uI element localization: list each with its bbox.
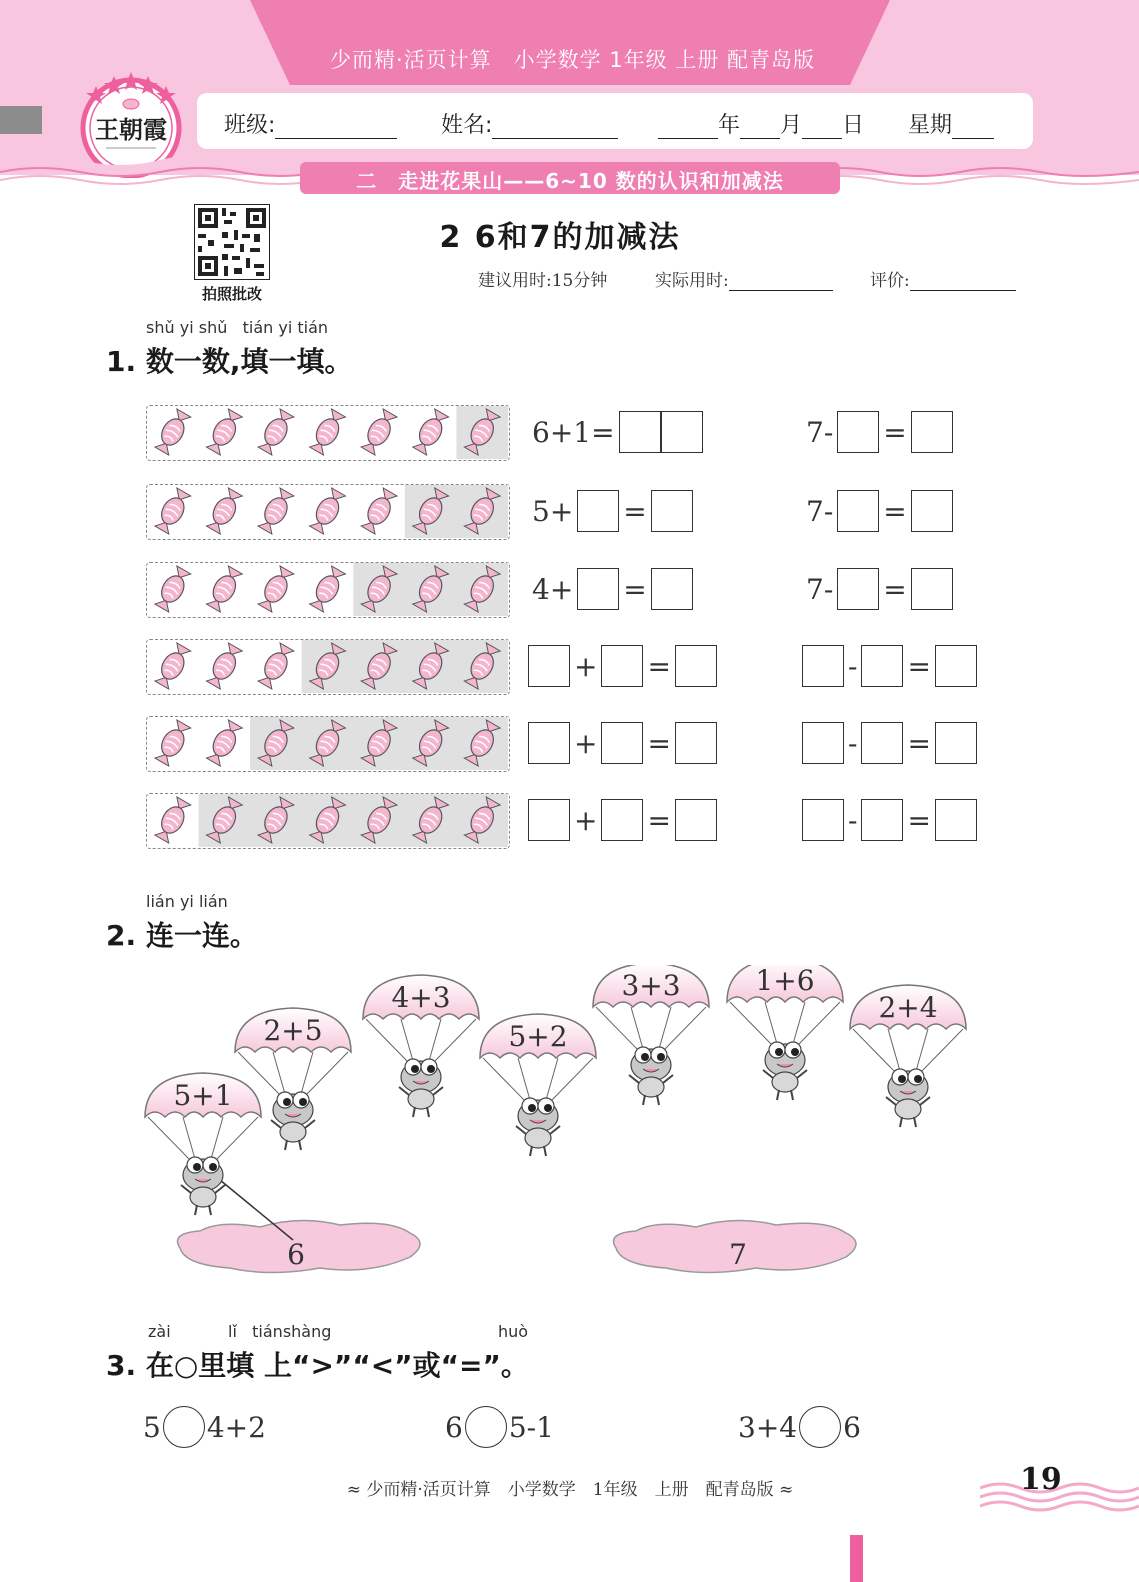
equation-text: 7-	[806, 572, 834, 606]
day-label: 日	[842, 113, 865, 138]
subtraction-equation	[802, 722, 977, 764]
actual-time-blank[interactable]	[729, 270, 833, 291]
weekday-blank[interactable]	[952, 114, 994, 139]
addition-equation	[528, 568, 693, 610]
equation-text: +	[574, 803, 598, 837]
logo-text: 王朝霞	[95, 115, 167, 144]
answer-box[interactable]	[861, 722, 903, 764]
parachute-label: 2+4	[878, 991, 938, 1024]
equation-text: -	[848, 649, 858, 683]
equation-text: 4+	[532, 572, 574, 606]
answer-box[interactable]	[528, 645, 570, 687]
equation-text: 7-	[806, 415, 834, 449]
answer-box[interactable]	[802, 722, 844, 764]
frog-parachute[interactable]	[235, 1008, 351, 1150]
compare-right: 4+2	[206, 1410, 266, 1444]
answer-box[interactable]	[911, 490, 953, 532]
addition-equation	[528, 411, 703, 453]
parachute-label: 1+6	[755, 965, 815, 997]
equation-text: -	[848, 803, 858, 837]
compare-left: 5	[143, 1410, 161, 1444]
day-blank[interactable]	[802, 114, 842, 139]
candy-icon	[153, 565, 192, 613]
subtraction-equation	[802, 799, 977, 841]
equation-text: 5+	[532, 494, 574, 528]
footer-text: ≈ 少而精·活页计算 小学数学 1年级 上册 配青岛版 ≈	[346, 1480, 794, 1500]
parachute-label: 3+3	[621, 969, 681, 1002]
equation-text: =	[623, 572, 647, 606]
addition-equation	[528, 645, 717, 687]
equation-text: =	[907, 726, 931, 760]
compare-left: 6	[445, 1410, 463, 1444]
answer-box[interactable]	[675, 799, 717, 841]
equation-text: 6+1=	[532, 415, 615, 449]
cloud-7-label: 7	[729, 1238, 747, 1271]
candy-icon	[153, 719, 192, 767]
candy-icon	[153, 642, 192, 690]
candy-icon	[153, 796, 192, 844]
answer-circle[interactable]	[799, 1406, 841, 1448]
cloud-6[interactable]	[178, 1220, 421, 1272]
equation-text: -	[848, 726, 858, 760]
equation-text: =	[883, 415, 907, 449]
actual-time-label: 实际用时:	[655, 271, 729, 291]
parachute-label: 2+5	[263, 1014, 323, 1047]
answer-box[interactable]	[675, 645, 717, 687]
compare-left: 3+4	[738, 1410, 798, 1444]
candy-icon	[205, 719, 244, 767]
q3-title: 3. 在○里填 上“>”“<”或“=”。	[106, 1349, 529, 1382]
answer-box[interactable]	[935, 645, 977, 687]
chapter-title: 二 走进花果山——6~10 数的认识和加减法	[356, 169, 784, 193]
q2-title: 2. 连一连。	[106, 919, 258, 952]
equation-text: =	[647, 726, 671, 760]
q3-pinyin: zài	[148, 1322, 171, 1341]
class-field[interactable]	[224, 108, 397, 139]
answer-box[interactable]	[619, 411, 661, 453]
answer-box[interactable]	[651, 490, 693, 532]
cloud-6-label: 6	[287, 1238, 305, 1271]
equation-text: =	[883, 494, 907, 528]
answer-box[interactable]	[935, 722, 977, 764]
weekday-label: 星期	[908, 113, 953, 138]
month-label: 月	[780, 113, 803, 138]
candy-icon	[308, 565, 347, 613]
answer-box[interactable]	[601, 645, 643, 687]
compare-item-3	[738, 1406, 861, 1448]
parachute-label: 5+2	[508, 1020, 568, 1053]
rating-label: 评价:	[870, 271, 910, 291]
candy-strip	[146, 639, 510, 695]
q1-title: 1. 数一数,填一填。	[106, 345, 353, 378]
compare-right: 5-1	[508, 1410, 554, 1444]
answer-box[interactable]	[837, 568, 879, 610]
equation-text: =	[647, 803, 671, 837]
candy-icon	[359, 487, 398, 535]
answer-box[interactable]	[651, 568, 693, 610]
equation-text: +	[574, 726, 598, 760]
answer-box[interactable]	[802, 799, 844, 841]
candy-strip	[146, 484, 510, 540]
equation-text: 7-	[806, 494, 834, 528]
answer-box[interactable]	[601, 722, 643, 764]
answer-box[interactable]	[675, 722, 717, 764]
answer-circle[interactable]	[465, 1406, 507, 1448]
frog-parachute[interactable]	[145, 1073, 261, 1215]
name-field[interactable]	[441, 108, 618, 139]
candy-icon	[205, 408, 244, 456]
qr-code-icon[interactable]	[194, 204, 270, 280]
frog-parachute[interactable]	[727, 965, 843, 1100]
q1-pinyin: shǔ yi shǔ tián yi tián	[146, 318, 329, 337]
q2-matching-area	[130, 965, 990, 1295]
weekday-field[interactable]	[908, 108, 994, 139]
answer-circle[interactable]	[163, 1406, 205, 1448]
answer-box[interactable]	[577, 490, 619, 532]
subtraction-equation	[802, 645, 977, 687]
equation-text: =	[907, 803, 931, 837]
frog-parachute[interactable]	[593, 965, 709, 1105]
candy-icon	[205, 565, 244, 613]
parachute-label: 4+3	[391, 981, 451, 1014]
answer-box[interactable]	[837, 490, 879, 532]
addition-equation	[528, 799, 717, 841]
compare-item-1	[143, 1406, 266, 1448]
name-label: 姓名:	[441, 113, 493, 138]
equation-text: =	[623, 494, 647, 528]
subtraction-equation	[802, 568, 953, 610]
candy-strip	[146, 562, 510, 618]
frog-parachute[interactable]	[850, 985, 966, 1127]
cloud-7[interactable]	[614, 1220, 857, 1272]
candy-icon	[308, 487, 347, 535]
answer-box[interactable]	[911, 568, 953, 610]
actual-time-field[interactable]	[655, 266, 833, 291]
equation-text: =	[883, 572, 907, 606]
answer-box[interactable]	[577, 568, 619, 610]
answer-box[interactable]	[601, 799, 643, 841]
candy-icon	[411, 408, 450, 456]
equation-text: +	[574, 649, 598, 683]
compare-right: 6	[843, 1410, 861, 1444]
compare-item-2	[445, 1406, 554, 1448]
answer-box[interactable]	[528, 722, 570, 764]
year-blank[interactable]	[658, 114, 718, 139]
subtraction-equation	[802, 490, 953, 532]
page-edge-mark	[850, 1535, 863, 1582]
addition-equation	[528, 490, 693, 532]
answer-box[interactable]	[911, 411, 953, 453]
addition-equation	[528, 722, 717, 764]
equation-text: =	[907, 649, 931, 683]
answer-box[interactable]	[861, 645, 903, 687]
candy-icon	[153, 408, 192, 456]
q3-pinyin-3: huò	[498, 1322, 529, 1341]
frog-parachute[interactable]	[363, 975, 479, 1117]
month-blank[interactable]	[740, 114, 780, 139]
frog-parachute[interactable]	[480, 1014, 596, 1156]
suggested-time: 建议用时:15分钟	[478, 271, 608, 291]
parachute-label: 5+1	[173, 1079, 233, 1112]
candy-icon	[256, 565, 295, 613]
answer-box[interactable]	[802, 645, 844, 687]
candy-strip	[146, 716, 510, 772]
answer-box[interactable]	[837, 411, 879, 453]
candy-icon	[153, 487, 192, 535]
q2-pinyin: lián yi lián	[146, 892, 228, 911]
answer-box[interactable]	[861, 799, 903, 841]
candy-icon	[205, 487, 244, 535]
rating-blank[interactable]	[910, 270, 1016, 291]
series-title: 少而精·活页计算 小学数学 1年级 上册 配青岛版	[329, 48, 816, 72]
answer-box[interactable]	[528, 799, 570, 841]
candy-icon	[359, 408, 398, 456]
subtraction-equation	[802, 411, 953, 453]
year-label: 年	[718, 113, 741, 138]
class-blank[interactable]	[275, 114, 397, 139]
answer-box[interactable]	[935, 799, 977, 841]
date-field[interactable]	[658, 108, 864, 139]
lesson-title: 2 6和7的加减法	[439, 220, 681, 255]
candy-icon	[256, 642, 295, 690]
candy-icon	[256, 487, 295, 535]
candy-icon	[256, 408, 295, 456]
answer-box[interactable]	[661, 411, 703, 453]
page-number: 19	[1020, 1462, 1062, 1497]
q3-pinyin-2: lǐ tiánshàng	[228, 1322, 332, 1341]
candy-strip	[146, 793, 510, 849]
equation-text: =	[647, 649, 671, 683]
candy-icon	[308, 408, 347, 456]
side-tab	[0, 106, 42, 134]
qr-label: 拍照批改	[201, 285, 262, 303]
class-label: 班级:	[224, 113, 276, 138]
candy-strip	[146, 405, 510, 461]
rating-field[interactable]	[870, 266, 1016, 291]
name-blank[interactable]	[492, 114, 618, 139]
candy-icon	[205, 642, 244, 690]
